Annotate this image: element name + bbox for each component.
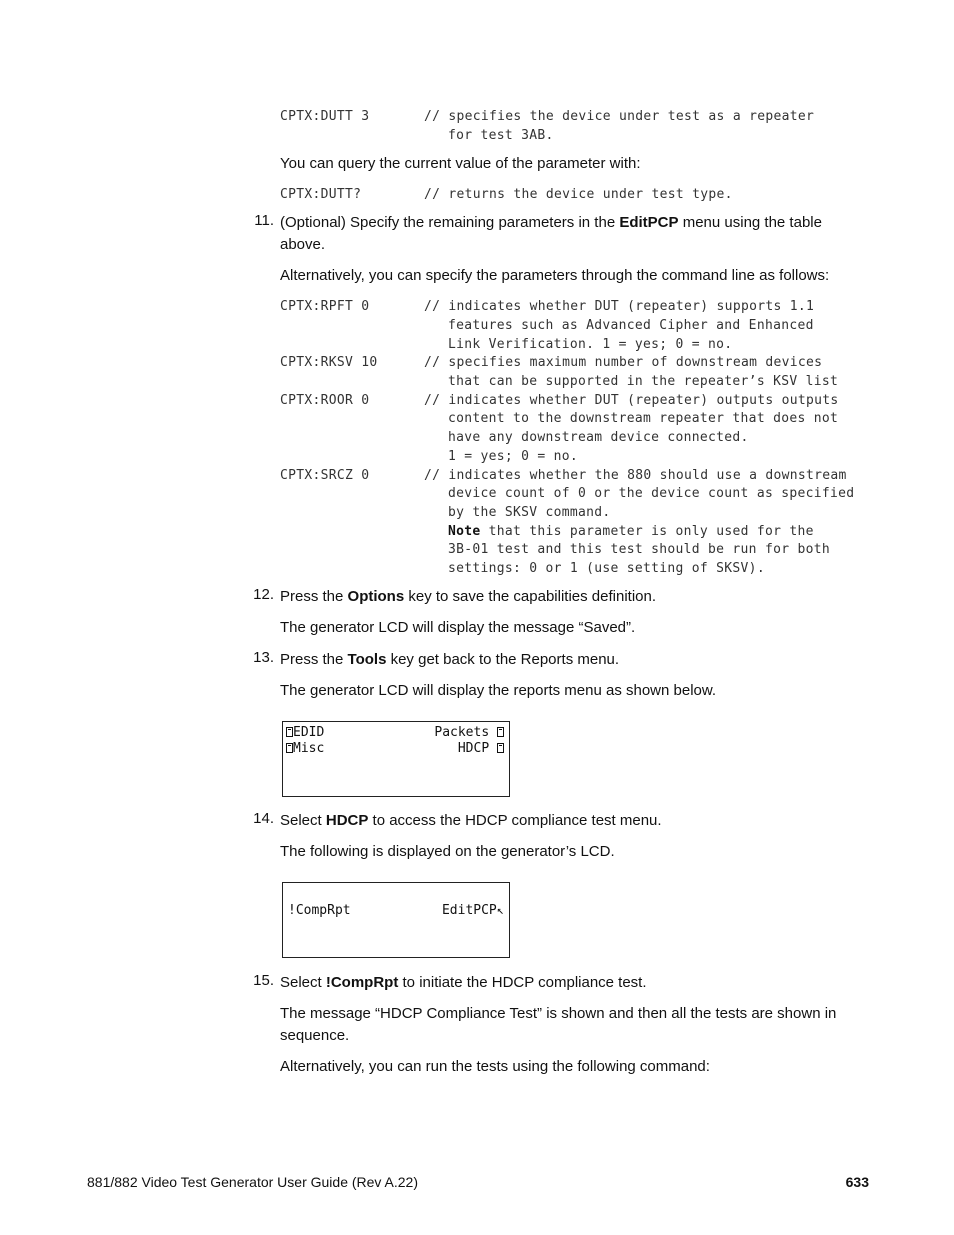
paragraph: The message “HDCP Compliance Test” is shown and then all the tests are shown in — [280, 1005, 837, 1022]
code-comment: // specifies the device under test as a repeater — [424, 109, 815, 124]
code-comment: device count of 0 or the device count as specified — [448, 486, 855, 501]
softkey-icon — [497, 727, 504, 737]
code-note — [448, 524, 814, 539]
step-text-part: key get back to the Reports menu. — [386, 651, 620, 668]
code-command: CPTX:RPFT 0 — [280, 299, 370, 314]
code-note: settings: 0 or 1 (use setting of SKSV). — [448, 561, 765, 576]
arrow-icon: ↖ — [496, 903, 504, 917]
menu-name: !CompRpt — [325, 974, 399, 991]
lcd-item-label: EDID — [293, 725, 325, 740]
paragraph: The following is displayed on the generator’s LCD. — [280, 843, 615, 860]
note-text: that this parameter is only used for the — [480, 524, 814, 539]
key-name: Options — [347, 588, 405, 605]
lcd-display-reports-menu — [282, 721, 510, 797]
code-comment: for test 3AB. — [448, 128, 554, 143]
step-text — [280, 649, 619, 671]
paragraph: The generator LCD will display the message “Saved”. — [280, 619, 636, 636]
step-text-part: to initiate the HDCP compliance test. — [398, 974, 647, 991]
step-number: 15. — [253, 972, 274, 989]
step-text-part: menu using the table — [678, 214, 822, 231]
menu-name: EditPCP — [619, 214, 679, 231]
lcd-item-misc — [286, 741, 324, 756]
code-comment: Link Verification. 1 = yes; 0 = no. — [448, 337, 733, 352]
code-comment: 1 = yes; 0 = no. — [448, 449, 579, 464]
softkey-icon — [286, 743, 293, 753]
code-comment: content to the downstream repeater that does not — [448, 411, 839, 426]
page-number: 633 — [845, 1174, 869, 1190]
step-text-part: (Optional) Specify the remaining parameters in the — [280, 214, 620, 231]
step-text — [280, 212, 822, 234]
step-number: 12. — [253, 586, 274, 603]
code-command: CPTX:DUTT 3 — [280, 109, 370, 124]
step-text-part: Press the — [280, 651, 348, 668]
code-command: CPTX:SRCZ 0 — [280, 468, 370, 483]
key-name: Tools — [347, 651, 387, 668]
code-comment: // indicates whether DUT (repeater) outputs outputs — [424, 393, 839, 408]
lcd-item-label: Packets — [434, 725, 490, 740]
softkey-icon — [286, 727, 293, 737]
lcd-item-label: Misc — [293, 741, 325, 756]
lcd-item-label: HDCP — [457, 741, 490, 756]
code-comment: // indicates whether DUT (repeater) supports 1.1 — [424, 299, 815, 314]
step-number: 14. — [253, 810, 274, 827]
paragraph: sequence. — [280, 1027, 350, 1044]
step-text: above. — [280, 236, 326, 253]
step-number: 11. — [254, 212, 274, 229]
paragraph: Alternatively, you can run the tests using the following command: — [280, 1058, 710, 1075]
step-text-part: Select — [280, 812, 326, 829]
paragraph: You can query the current value of the parameter with: — [280, 155, 641, 172]
code-note: 3B-01 test and this test should be run for both — [448, 542, 830, 557]
code-comment: // indicates whether the 880 should use a downstream — [424, 468, 847, 483]
code-comment: features such as Advanced Cipher and Enhanced — [448, 318, 814, 333]
note-label: Note — [448, 524, 481, 539]
lcd-item-hdcp — [458, 741, 504, 756]
code-comment: that can be supported in the repeater’s KSV list — [448, 374, 839, 389]
step-text-part: key to save the capabilities definition. — [404, 588, 657, 605]
softkey-icon — [497, 743, 504, 753]
code-command: CPTX:RKSV 10 — [280, 355, 378, 370]
code-comment: // specifies maximum number of downstream devices — [424, 355, 823, 370]
step-text-part: Select — [280, 974, 326, 991]
lcd-item-editpcp — [442, 903, 504, 918]
code-command: CPTX:ROOR 0 — [280, 393, 370, 408]
step-text — [280, 586, 656, 608]
lcd-item-label: EditPCP — [441, 903, 497, 918]
step-text — [280, 810, 662, 832]
paragraph: The generator LCD will display the reports menu as shown below. — [280, 682, 717, 699]
step-text-part: to access the HDCP compliance test menu. — [368, 812, 662, 829]
step-number: 13. — [253, 649, 274, 666]
code-comment: have any downstream device connected. — [448, 430, 749, 445]
lcd-item-edid — [286, 725, 324, 740]
step-text-part: Press the — [280, 588, 348, 605]
code-command: CPTX:DUTT? — [280, 187, 362, 202]
code-comment: by the SKSV command. — [448, 505, 611, 520]
paragraph: Alternatively, you can specify the parameters through the command line as follows: — [280, 267, 830, 284]
footer-title: 881/882 Video Test Generator User Guide (Rev A.22) — [87, 1174, 419, 1190]
lcd-display-hdcp-menu — [282, 882, 510, 958]
menu-name: HDCP — [325, 812, 369, 829]
lcd-item-comprpt: !CompRpt — [288, 903, 351, 918]
step-text — [280, 972, 647, 994]
lcd-item-packets — [434, 725, 504, 740]
code-comment: // returns the device under test type. — [424, 187, 733, 202]
